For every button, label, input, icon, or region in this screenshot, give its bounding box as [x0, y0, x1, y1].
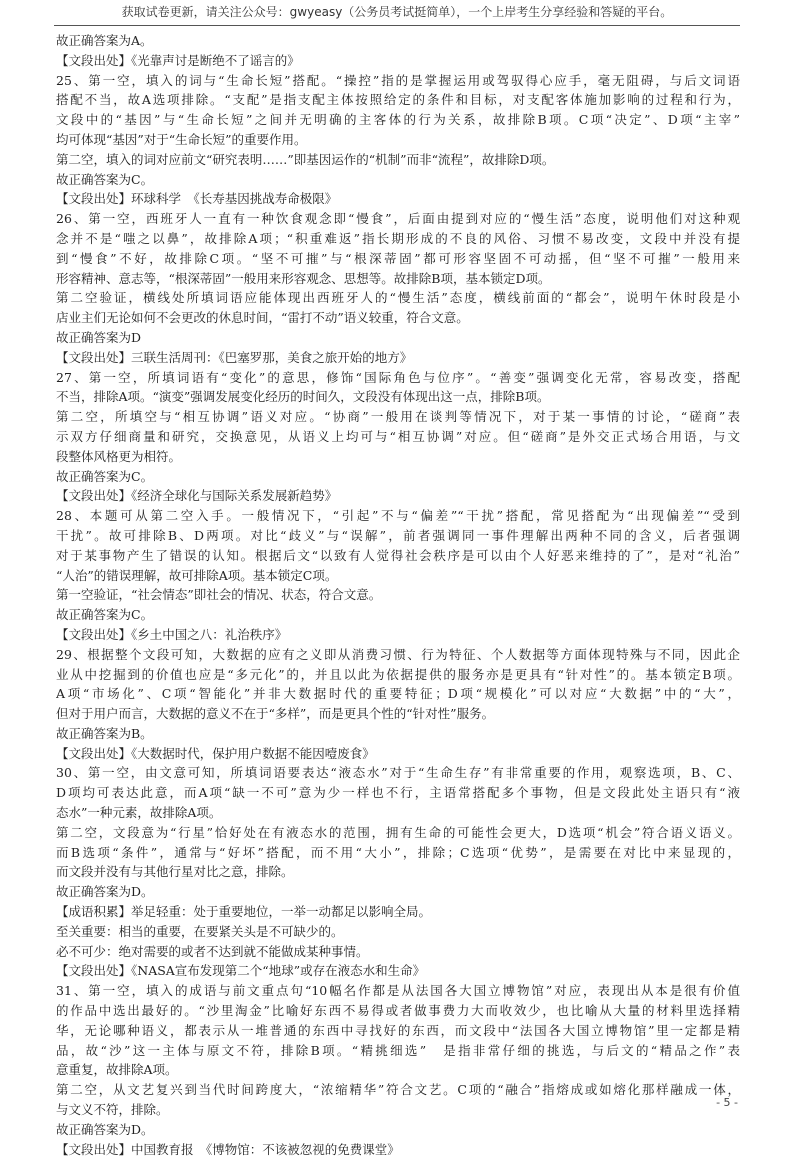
text-line: 但对于用户而言，大数据的意义不在于“多样”，而是更具个性的“针对性”服务。 — [56, 706, 495, 722]
text-line: 念并不是“嗤之以鼻”，故排除A项；“积重难返”指长期形成的不良的风俗、习惯不易改变，文段中并没有提 — [56, 230, 740, 246]
text-line: 意重复，故排除A项。 — [56, 1062, 178, 1078]
text-line: 故正确答案为D — [56, 329, 142, 345]
text-line: 不当，排除A项。“演变”强调发展变化经历的时间久，文段没有体现出这一点，排除B项。 — [56, 389, 550, 405]
text-line: 必不可少：绝对需要的或者不达到就不能做成某种事情。 — [56, 943, 369, 959]
text-line: 故正确答案为D。 — [56, 1121, 154, 1137]
text-line: 而B选项“条件”，通常与“好坏”搭配，而不用“大小”，排除；C选项“优势”，是需要在对比中来显现的， — [56, 844, 740, 860]
text-line: 店业主们无论如何不会更改的休息时间，“雷打不动”语义较重，符合文意。 — [56, 310, 469, 326]
text-line: 示双方仔细商量和研究，交换意见，从语义上均可与“相互协调”对应。但“磋商”是外交正式场合用语，与文 — [56, 428, 740, 444]
text-line: 华，无论哪种语义，都表示从一堆普通的东西中寻找好的东西，而文段中“法国各大国立博物馆”里一定都是精 — [56, 1022, 740, 1038]
text-line: 25、第一空，填入的词与“生命长短”搭配。“操控”指的是掌握运用或驾驭得心应手，毫无阻碍，与后文词语 — [56, 72, 740, 88]
text-line: 29、根据整个文段可知，大数据的应有之义即从消费习惯、行为特征、个人数据等方面体现特殊与不同，因此企 — [56, 646, 740, 662]
text-line: 品，故“沙”这一主体与原文不符，排除B项。“精挑细选” 是指非常仔细的挑选，与后文的“精品之作”表 — [56, 1042, 740, 1058]
text-line: 【文段出处】中国教育报 《博物馆：不该被忽视的免费课堂》 — [56, 1141, 400, 1157]
text-line: 第二空验证，横线处所填词语应能体现出西班牙人的“慢生活”态度，横线前面的“都会”，说明午休时段是小 — [56, 290, 740, 306]
text-line: 30、第一空，由文意可知，所填词语要表达“液态水”对于“生命生存”有非常重要的作用，观察选项，B、C、 — [56, 765, 740, 781]
text-line: 第二空，填入的词对应前文“研究表明……”即基因运作的“机制”而非“流程”，故排除D项。 — [56, 151, 555, 167]
text-line: D项均可表达此意，而A项“缺一不可”意为少一样也不行，主语常搭配多个事物，但是文段此处主语只有“液 — [56, 785, 740, 801]
text-line: 故正确答案为A。 — [56, 33, 153, 48]
text-line: 与文义不符，排除。 — [56, 1102, 169, 1118]
text-line: 的作品中选出最好的。“沙里淘金”比喻好东西不易得或者做事费力大而收效少，也比喻从大量的材料里选择精 — [56, 1003, 740, 1019]
page-number: - 5 - — [716, 1096, 738, 1109]
text-line: 形容精神、意志等，“根深蒂固”一般用来形容观念、思想等。故排除B项，基本锁定D项。 — [56, 270, 551, 286]
text-line: 文段中的“基因”与“生命长短”之间并无明确的主客体的行为关系，故排除B项。C项“决定”、D项“主宰” — [56, 112, 740, 128]
text-line: 第二空，所填空与“相互协调”语义对应。“协商”一般用在谈判等情况下，对于某一事情的讨论，“磋商”表 — [56, 409, 740, 425]
text-line: 26、第一空，西班牙人一直有一种饮食观念即“慢食”，后面由提到对应的“慢生活”态度，说明他们对这种观 — [56, 211, 740, 227]
text-line: 故正确答案为C。 — [56, 171, 154, 187]
text-line: 段整体风格更为相符。 — [56, 448, 182, 464]
text-line: 【文段出处】《光靠声讨是断绝不了谣言的》 — [56, 52, 300, 68]
text-line: 搭配不当，故A选项排除。“支配”是指支配主体按照给定的条件和目标，对支配客体施加影响的过程和行为， — [56, 92, 740, 108]
text-line: 故正确答案为B。 — [56, 725, 153, 741]
text-line: 故正确答案为C。 — [56, 607, 154, 623]
text-line: 【文段出处】《经济全球化与国际关系发展新趋势》 — [56, 488, 338, 504]
text-line: 【文段出处】环球科学 《长寿基因挑战寿命极限》 — [56, 191, 338, 207]
text-line: 第一空验证，“社会情态”即社会的情况、状态，符合文意。 — [56, 587, 382, 603]
header-divider — [54, 25, 740, 26]
text-line: 而文段并没有与其他行星对比之意，排除。 — [56, 864, 294, 880]
text-line: 第二空，从文艺复兴到当代时间跨度大，“浓缩精华”符合文艺。C项的“融合”指熔成或如熔化那样融成一体， — [56, 1082, 740, 1098]
text-line: 第二空，文段意为“行星”恰好处在有液态水的范围，拥有生命的可能性会更大，D选项“机会”符合语义语义。 — [56, 824, 740, 840]
document-body — [56, 31, 740, 1159]
text-line: 到“慢食”不好，故排除C项。“坚不可摧”与“根深蒂固”都可形容坚固不可动摇，但“坚不可摧”一般用来 — [56, 250, 740, 266]
text-line: 故正确答案为D。 — [56, 884, 154, 900]
text-line: 【文段出处】《NASA宣布发现第二个“地球”或存在液态水和生命》 — [56, 963, 426, 979]
text-line: 27、第一空，所填词语有“变化”的意思，修饰“国际角色与位序”。“善变”强调变化无常，容易改变，搭配 — [56, 369, 740, 385]
text-line: 【文段出处】《乡土中国之八：礼治秩序》 — [56, 626, 288, 642]
text-line: 31、第一空，填入的成语与前文重点句“10幅名作都是从法国各大国立博物馆”对应，表现出从本是很有价值 — [56, 983, 740, 999]
text-line: 至关重要：相当的重要，在要紧关头是不可缺少的。 — [56, 923, 344, 939]
text-line: 【成语积累】举足轻重：处于重要地位，一举一动都足以影响全局。 — [56, 904, 432, 920]
text-line: “人治”的错误理解，故可排除A项。基本锁定C项。 — [56, 567, 338, 583]
text-line: 【文段出处】《大数据时代，保护用户数据不能因噎废食》 — [56, 745, 375, 761]
page-header: 获取试卷更新，请关注公众号：gwyeasy（公务员考试挺简单），一个上岸考生分享经验和答疑的平台。 — [121, 5, 673, 19]
text-line: 干扰”。故可排除B、D两项。对比“歧义”与“误解”，前者强调同一事件理解出两种不同的含义，后者强调 — [56, 527, 740, 543]
text-line: 业从中挖掘到的价值也应是“多元化”的，并且以此为依据提供的服务亦是更具有“针对性”的。基本锁定B项。 — [56, 666, 740, 682]
text-line: 态水”一种元素，故排除A项。 — [56, 805, 222, 821]
text-line: 对于某事物产生了错误的认知。根据后文“以致有人觉得社会秩序是可以由个人好恶来维持的了”，是对“礼治” — [56, 547, 740, 563]
text-line: 【文段出处】三联生活周刊：《巴塞罗那，美食之旅开始的地方》 — [56, 349, 413, 365]
text-line: 故正确答案为C。 — [56, 468, 154, 484]
text-line: A项“市场化”、C项“智能化”并非大数据时代的重要特征；D项“规模化”可以对应“大数据”中的“大”， — [56, 686, 740, 702]
text-line: 28、本题可从第二空入手。一般情况下，“引起”不与“偏差”“干扰”搭配，常见搭配为“出现偏差”“受到 — [56, 508, 740, 524]
text-line: 均可体现“基因”对于“生命长短”的重要作用。 — [56, 131, 307, 147]
